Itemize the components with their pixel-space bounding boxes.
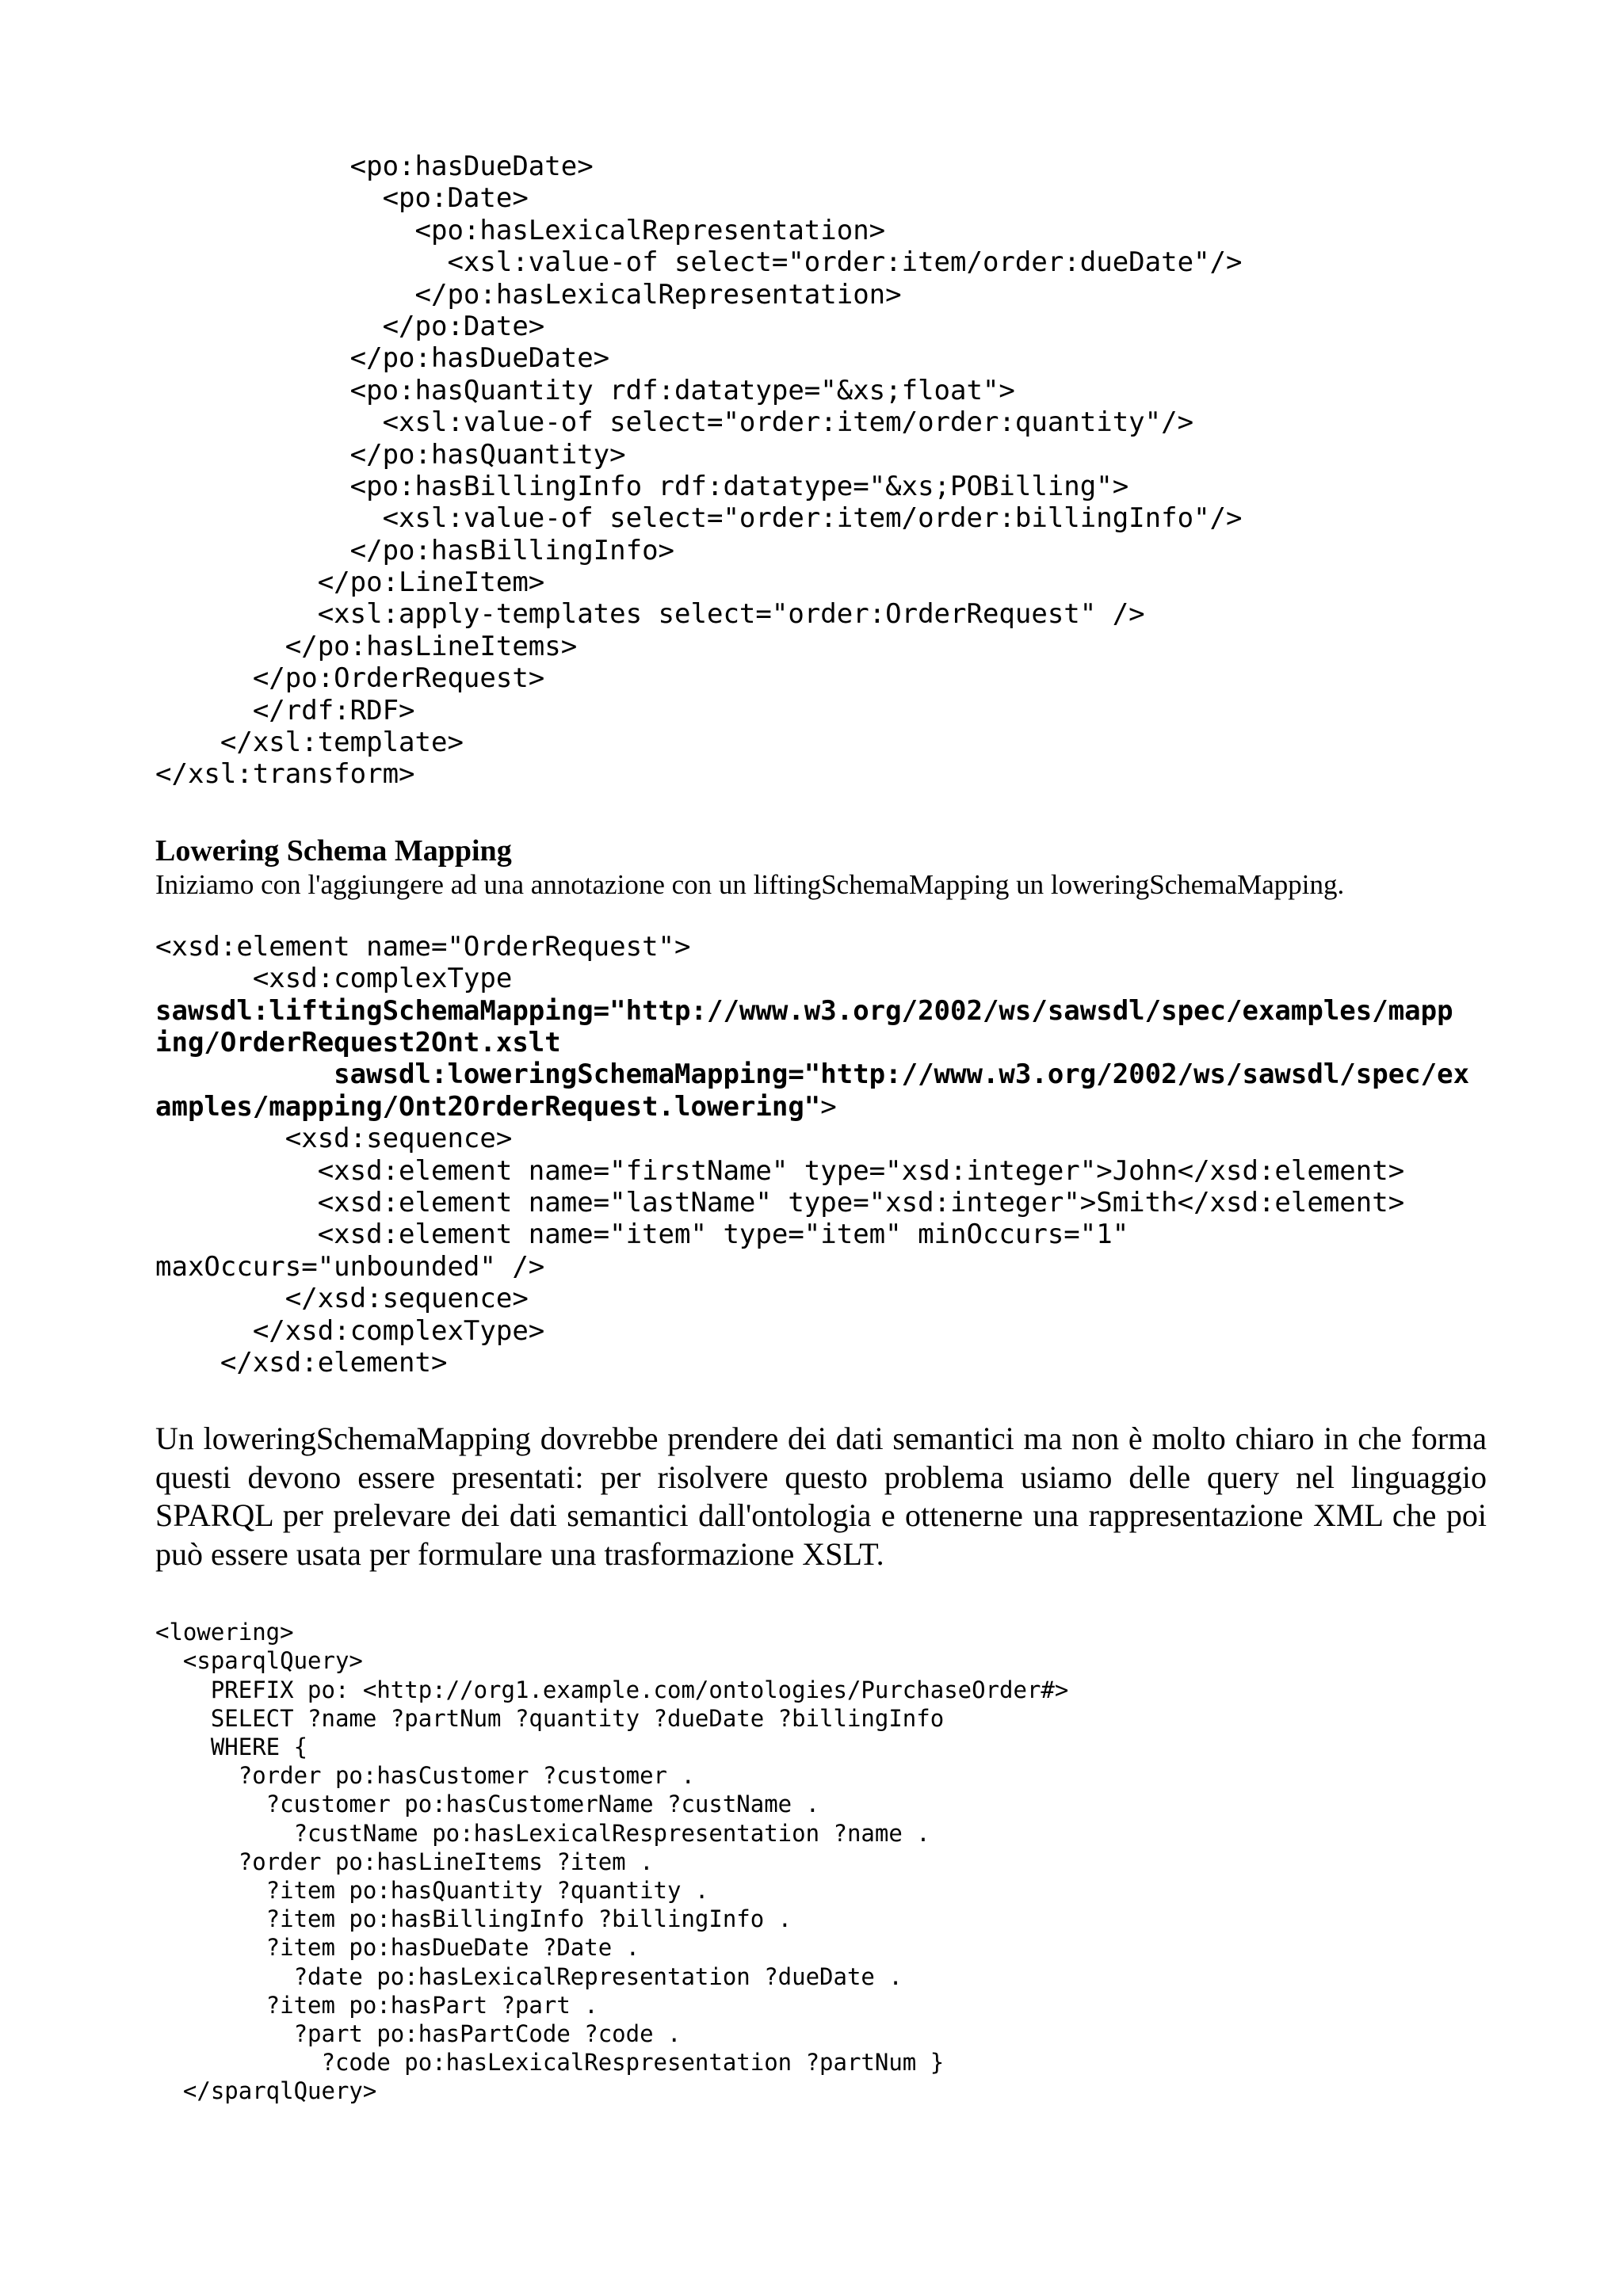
code-line: ?part po:hasPartCode ?code . xyxy=(155,2019,682,2047)
code-line: </xsd:sequence> xyxy=(155,1283,529,1315)
code-line: <xsl:value-of select="order:item/order:dueDate"/> xyxy=(155,246,1243,279)
code-line: ?order po:hasCustomer ?customer . xyxy=(155,1762,695,1790)
code-line xyxy=(155,1091,1487,1123)
code-line: <xsd:element name="OrderRequest"> xyxy=(155,930,691,963)
code-line: <xsd:element name="firstName" type="xsd:integer">John</xsd:element> xyxy=(155,1154,1405,1187)
code-line: </rdf:RDF> xyxy=(155,694,415,727)
code-line: </xsd:complexType> xyxy=(155,1314,545,1347)
code-line: ?item po:hasBillingInfo ?billingInfo . xyxy=(155,1905,792,1933)
code-line: <po:hasBillingInfo rdf:datatype="&xs;POBilling"> xyxy=(155,470,1129,502)
code-line: maxOccurs="unbounded" /> xyxy=(155,1250,545,1283)
code-line: ?date po:hasLexicalRepresentation ?dueDate . xyxy=(155,1962,903,1990)
section-heading: Lowering Schema Mapping xyxy=(155,833,512,868)
xsd-code-block xyxy=(155,931,1487,1379)
code-line: <lowering> xyxy=(155,1619,294,1646)
code-indent xyxy=(155,1058,334,1090)
code-line: </po:hasLineItems> xyxy=(155,630,578,662)
code-line: </xsd:element> xyxy=(155,1346,448,1379)
code-line: ?code po:hasLexicalRespresentation ?partNum } xyxy=(155,2049,945,2077)
code-line: </sparqlQuery> xyxy=(155,2077,377,2105)
sparql-code-block xyxy=(155,1618,1487,2105)
code-line: <xsl:value-of select="order:item/order:quantity"/> xyxy=(155,406,1194,439)
code-line: ?item po:hasPart ?part . xyxy=(155,1991,598,2019)
code-line: ?custName po:hasLexicalRespresentation ?name . xyxy=(155,1819,930,1847)
code-line: <xsd:complexType xyxy=(155,963,513,995)
code-line: <xsd:element name="item" type="item" minOccurs="1" xyxy=(155,1219,1129,1251)
code-line: </xsl:template> xyxy=(155,727,464,759)
code-line: </po:Date> xyxy=(155,310,545,342)
code-line: <sparqlQuery> xyxy=(155,1647,363,1675)
code-line: </xsl:transform> xyxy=(155,758,415,791)
code-line: PREFIX po: <http://org1.example.com/ontologies/PurchaseOrder#> xyxy=(155,1676,1069,1703)
code-line: <po:hasDueDate> xyxy=(155,151,594,182)
code-line: </po:OrderRequest> xyxy=(155,662,545,695)
code-line: ?item po:hasQuantity ?quantity . xyxy=(155,1876,709,1904)
code-line: </po:hasBillingInfo> xyxy=(155,534,675,566)
code-text: > xyxy=(820,1090,837,1123)
code-line: </po:hasQuantity> xyxy=(155,438,626,471)
code-line: SELECT ?name ?partNum ?quantity ?dueDate ?billingInfo xyxy=(155,1704,945,1732)
code-line: <xsl:apply-templates select="order:OrderRequest" /> xyxy=(155,598,1145,631)
code-line: sawsdl:liftingSchemaMapping="http://www.w3.org/2002/ws/sawsdl/spec/examples/mapp xyxy=(155,994,1453,1027)
code-line: ?item po:hasDueDate ?Date . xyxy=(155,1934,640,1962)
code-line: </po:LineItem> xyxy=(155,566,545,599)
code-line: </po:hasDueDate> xyxy=(155,342,610,375)
code-line xyxy=(155,1058,1487,1090)
code-line: ?customer po:hasCustomerName ?custName . xyxy=(155,1791,820,1818)
code-text: amples/mapping/Ont2OrderRequest.lowering" xyxy=(155,1090,821,1123)
code-line: <po:hasQuantity rdf:datatype="&xs;float"> xyxy=(155,374,1015,406)
code-line: ?order po:hasLineItems ?item . xyxy=(155,1848,654,1875)
code-line: <xsl:value-of select="order:item/order:billingInfo"/> xyxy=(155,502,1243,535)
code-line: </po:hasLexicalRepresentation> xyxy=(155,278,902,311)
section-intro: Iniziamo con l'aggiungere ad una annotazione con un liftingSchemaMapping un loweringSchemaMapping. xyxy=(155,868,1345,900)
code-line: <xsd:sequence> xyxy=(155,1123,513,1155)
code-line: <xsd:element name="lastName" type="xsd:integer">Smith</xsd:element> xyxy=(155,1186,1405,1219)
code-line: <po:hasLexicalRepresentation> xyxy=(155,214,886,246)
code-text: sawsdl:loweringSchemaMapping="http://www.w3.org/2002/ws/sawsdl/spec/ex xyxy=(334,1058,1470,1091)
body-paragraph: Un loweringSchemaMapping dovrebbe prendere dei dati semantici ma non è molto chiaro in che forma questi devono essere presentati: per risolvere questo problema usiamo delle query nel linguaggio SPARQL per prelevare dei dati semantici dall'ontologia e ottenerne una rappresentazione XML che poi può essere usata per formulare una trasformazione XSLT. xyxy=(155,1421,1487,1572)
code-line: ing/OrderRequest2Ont.xslt xyxy=(155,1026,561,1058)
code-line: <po:Date> xyxy=(155,182,529,215)
xslt-code-block xyxy=(155,151,1487,791)
code-line: WHERE { xyxy=(155,1733,308,1761)
document-page xyxy=(155,151,1487,2105)
